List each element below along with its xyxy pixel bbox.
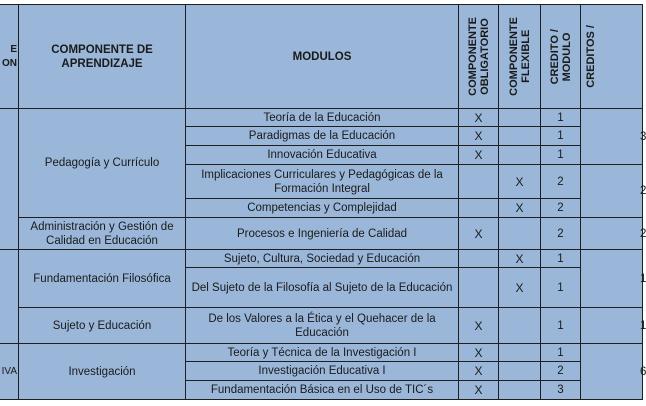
creditos-total-value: 6 (640, 365, 646, 378)
obligatorio-cell: X (459, 362, 499, 381)
component-cell: Administración y Gestión de Calidad en Educación (19, 218, 186, 250)
credito-cell: 2 (541, 362, 581, 381)
credito-cell: 2 (541, 165, 581, 199)
credito-cell: 1 (541, 268, 581, 308)
obligatorio-cell: X (459, 127, 499, 146)
header-creditos-label: CREDITOS / (585, 25, 597, 88)
credito-cell: 1 (541, 127, 581, 146)
creditos-total-value: 2 (640, 185, 646, 197)
credito-cell: 1 (541, 344, 581, 362)
table-row (0, 218, 643, 250)
table-row (0, 308, 643, 344)
header-credito-modulo (541, 5, 581, 109)
module-cell: Teoría de la Educación (186, 109, 459, 127)
creditos-total-cell (581, 250, 646, 308)
module-cell: Del Sujeto de la Filosofía al Sujeto de la Educación (186, 268, 459, 308)
credito-cell: 2 (541, 218, 581, 250)
flexible-cell (499, 109, 541, 127)
flexible-cell: X (499, 165, 541, 199)
obligatorio-cell (459, 165, 499, 199)
flexible-cell (499, 344, 541, 362)
header-group: E ON (0, 5, 19, 109)
obligatorio-cell (459, 250, 499, 268)
creditos-total-value: 3 (640, 130, 646, 143)
creditos-total-value: 1 (640, 319, 646, 332)
header-creditos (581, 5, 643, 109)
module-cell: Teoría y Técnica de la Investigación I (186, 344, 459, 362)
module-cell: Sujeto, Cultura, Sociedad y Educación (186, 250, 459, 268)
creditos-total-cell (581, 109, 646, 165)
obligatorio-cell: X (459, 218, 499, 250)
header-componente: COMPONENTE DE APRENDIZAJE (19, 5, 186, 109)
header-credito-modulo-label: CREDITO / MODULO (548, 28, 573, 85)
creditos-total-value: 1 (640, 272, 646, 285)
module-cell: Innovación Educativa (186, 146, 459, 165)
module-cell: Implicaciones Curriculares y Pedagógicas de la Formación Integral (186, 165, 459, 199)
credito-cell: 1 (541, 250, 581, 268)
header-flexible-label: COMPONENTE FLEXIBLE (507, 17, 532, 96)
flexible-cell (499, 362, 541, 381)
group-cell-2 (0, 250, 19, 344)
creditos-total-cell (581, 308, 646, 344)
component-cell: Sujeto y Educación (19, 308, 186, 344)
creditos-total-cell (581, 165, 646, 218)
table-row (0, 344, 643, 362)
component-cell: Pedagogía y Currículo (19, 109, 186, 218)
header-modulos: MODULOS (186, 5, 459, 109)
module-cell: Procesos e Ingeniería de Calidad (186, 218, 459, 250)
flexible-cell (499, 127, 541, 146)
creditos-total-cell (581, 344, 646, 400)
flexible-cell: X (499, 199, 541, 218)
flexible-cell (499, 308, 541, 344)
creditos-total-cell (581, 218, 646, 250)
flexible-cell: X (499, 250, 541, 268)
obligatorio-cell: X (459, 308, 499, 344)
module-cell: Paradigmas de la Educación (186, 127, 459, 146)
module-cell: De los Valores a la Ética y el Quehacer de la Educación (186, 308, 459, 344)
flexible-cell (499, 381, 541, 400)
credito-cell: 1 (541, 308, 581, 344)
obligatorio-cell (459, 199, 499, 218)
flexible-cell (499, 146, 541, 165)
credito-cell: 1 (541, 146, 581, 165)
header-obligatorio-label: COMPONENTE OBLIGATORIO (466, 17, 491, 96)
obligatorio-cell (459, 268, 499, 308)
module-cell: Fundamentación Básica en el Uso de TIC´s (186, 381, 459, 400)
obligatorio-cell: X (459, 109, 499, 127)
header-row (0, 5, 643, 109)
flexible-cell: X (499, 268, 541, 308)
credito-cell: 2 (541, 199, 581, 218)
obligatorio-cell: X (459, 146, 499, 165)
credito-cell: 1 (541, 109, 581, 127)
module-cell: Competencias y Complejidad (186, 199, 459, 218)
component-cell: Fundamentación Filosófica (19, 250, 186, 308)
component-cell: Investigación (19, 344, 186, 400)
header-obligatorio (459, 5, 499, 109)
group-cell-3: IVA (0, 344, 19, 400)
credito-cell: 3 (541, 381, 581, 400)
table-row (0, 250, 643, 268)
obligatorio-cell: X (459, 344, 499, 362)
module-cell: Investigación Educativa I (186, 362, 459, 381)
table-row (0, 109, 643, 127)
flexible-cell (499, 218, 541, 250)
header-flexible (499, 5, 541, 109)
creditos-total-value: 2 (640, 227, 646, 240)
group-cell-1 (0, 109, 19, 250)
curriculum-table (0, 4, 646, 400)
obligatorio-cell: X (459, 381, 499, 400)
